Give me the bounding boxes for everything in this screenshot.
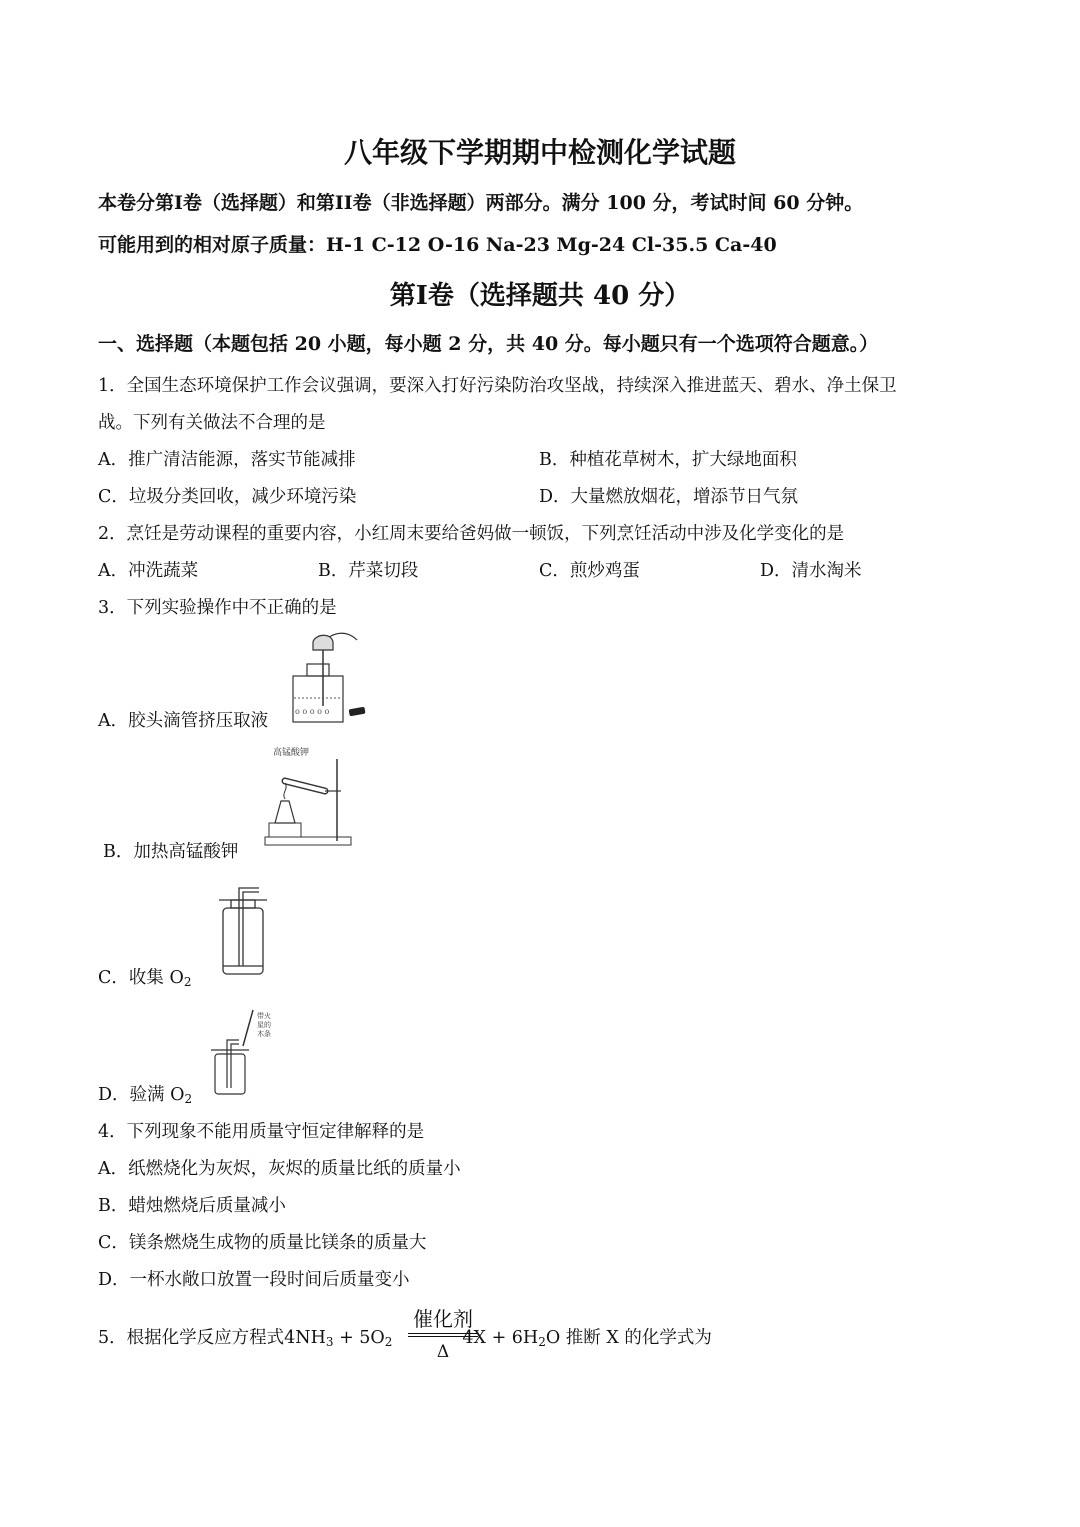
q3-option-d-text: D．验满 O	[98, 1085, 185, 1105]
q2-option-d: D．清水淘米	[760, 561, 862, 581]
product-end: O	[545, 1328, 561, 1348]
q4-option-c: C．镁条燃烧生成物的质量比镁条的质量大	[98, 1233, 427, 1253]
q2-option-b: B．芹菜切段	[318, 561, 419, 581]
subscript: 2	[538, 1335, 546, 1349]
q1-stem-line2: 战。下列有关做法不合理的是	[98, 413, 326, 433]
q1-option-d: D．大量燃放烟花，增添节日气氛	[539, 487, 799, 507]
q3-option-b: B．加热高锰酸钾	[103, 842, 239, 862]
q4-option-b: B．蜡烛燃烧后质量减小	[98, 1196, 286, 1216]
q5-prefix: 5．根据化学反应方程式	[98, 1328, 285, 1348]
subscript: 3	[325, 1335, 334, 1349]
q3-option-a: A．胶头滴管挤压取液	[98, 711, 269, 731]
reaction-condition	[408, 1303, 478, 1362]
svg-text:o o o o o: o o o o o	[295, 707, 330, 716]
q2-stem: 2．烹饪是劳动课程的重要内容，小红周末要给爸妈做一顿饭，下列烹饪活动中涉及化学变化的是	[98, 524, 845, 544]
q1-option-c: C．垃圾分类回收，减少环境污染	[98, 487, 357, 507]
heat-symbol: Δ	[436, 1342, 450, 1362]
fig-d-label-2: 星的	[257, 1021, 271, 1029]
gas-collection-figure	[215, 882, 275, 978]
fig-b-label: 高锰酸钾	[273, 748, 310, 758]
catalyst-label: 催化剂	[413, 1307, 473, 1331]
fig-d-label-1: 带火	[257, 1012, 271, 1020]
reactant-nh3: 4NH	[284, 1328, 326, 1348]
heating-figure	[255, 745, 355, 857]
q1-option-b: B．种植花草树木，扩大绿地面积	[539, 450, 797, 470]
q2-option-c: C．煎炒鸡蛋	[539, 561, 640, 581]
part-heading: 一、选择题（本题包括 20 小题，每小题 2 分，共 40 分。每小题只有一个选项符合题意。）	[98, 333, 879, 355]
q5-suffix: 推断 X 的化学式为	[560, 1328, 712, 1348]
subscript: 2	[184, 1092, 193, 1106]
atomic-mass-line: 可能用到的相对原子质量：H-1 C-12 O-16 Na-23 Mg-24 Cl-35.5 Ca-40	[98, 234, 777, 256]
equals-sign	[408, 1333, 478, 1337]
q4-stem: 4．下列现象不能用质量守恒定律解释的是	[98, 1122, 425, 1142]
page-title: 八年级下学期期中检测化学试题	[343, 136, 736, 169]
q4-option-a: A．纸燃烧化为灰烬，灰烬的质量比纸的质量小	[98, 1159, 461, 1179]
fig-d-label-3: 木条	[257, 1030, 271, 1038]
subscript: 2	[384, 1335, 393, 1349]
q3-option-c-text: C．收集 O	[98, 968, 184, 988]
q3-stem: 3．下列实验操作中不正确的是	[98, 598, 337, 618]
gas-fullness-test-figure	[205, 1006, 280, 1098]
q3-option-d	[98, 1081, 192, 1106]
q4-option-d: D．一杯水敞口放置一段时间后质量变小	[98, 1270, 410, 1290]
subscript: 2	[183, 975, 192, 989]
reactant-o2: + 5O	[333, 1328, 385, 1348]
section-title: 第I卷（选择题共 40 分）	[389, 281, 691, 311]
products: 4X + 6H	[462, 1328, 539, 1348]
exam-intro: 本卷分第I卷（选择题）和第II卷（非选择题）两部分。满分 100 分，考试时间 60 分钟。	[98, 192, 864, 214]
q5-stem	[98, 1324, 712, 1349]
q2-option-a: A．冲洗蔬菜	[98, 561, 199, 581]
dropper-figure	[285, 628, 375, 726]
q3-option-c	[98, 964, 191, 989]
q1-option-a: A．推广清洁能源，落实节能减排	[98, 450, 356, 470]
q1-stem-line1: 1．全国生态环境保护工作会议强调，要深入打好污染防治攻坚战，持续深入推进蓝天、碧水、净土保卫	[98, 376, 897, 396]
